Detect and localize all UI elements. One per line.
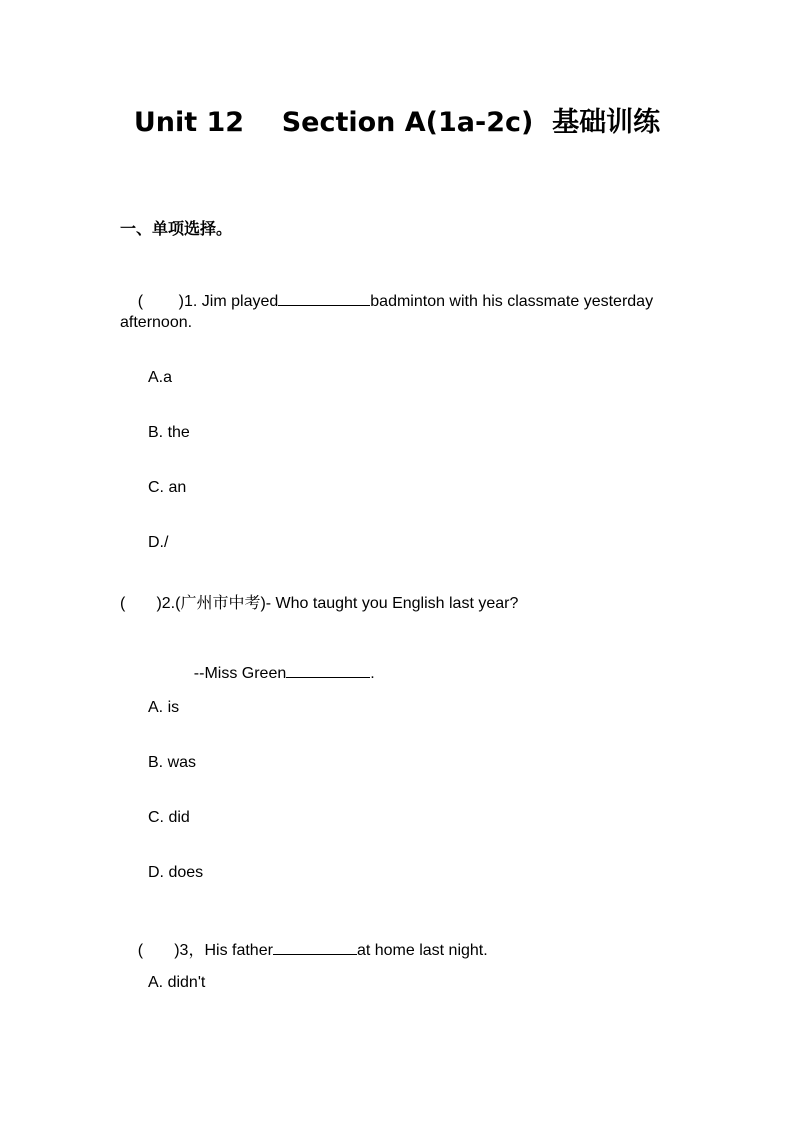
option-d: D. does bbox=[148, 864, 204, 881]
option-b: B. was bbox=[148, 754, 197, 771]
option-c: C. did bbox=[148, 809, 190, 826]
question-3-prefix: ( )3，His father bbox=[137, 942, 273, 959]
question-1-suffix: badminton with his classmate yesterday bbox=[370, 293, 654, 310]
question-2: ( )2.(广州市中考)- Who taught you English last year? bbox=[120, 595, 519, 612]
option-d: D./ bbox=[148, 534, 169, 551]
question-3 bbox=[120, 919, 488, 978]
section-heading: 一、单项选择。 bbox=[120, 219, 233, 238]
option-b: B. the bbox=[148, 424, 190, 441]
question-1-continuation: afternoon. bbox=[120, 314, 193, 331]
page-title: Unit 12 Section A(1a-2c) 基础训练 bbox=[133, 107, 661, 138]
option-a: A.a bbox=[148, 369, 173, 386]
option-c: C. an bbox=[148, 479, 187, 496]
question-2-answer-suffix: . bbox=[370, 665, 375, 682]
question-2-answer-line bbox=[176, 644, 375, 701]
question-1 bbox=[120, 272, 653, 329]
option-a: A. is bbox=[148, 699, 180, 716]
answer-blank bbox=[273, 939, 357, 955]
question-2-answer-prefix: --Miss Green bbox=[193, 665, 287, 682]
answer-blank bbox=[286, 662, 370, 678]
question-3-suffix: at home last night. bbox=[356, 942, 488, 959]
question-1-prefix: ( )1. Jim played bbox=[137, 293, 279, 310]
option-a: A. didn't bbox=[148, 974, 206, 991]
answer-blank bbox=[278, 290, 370, 306]
